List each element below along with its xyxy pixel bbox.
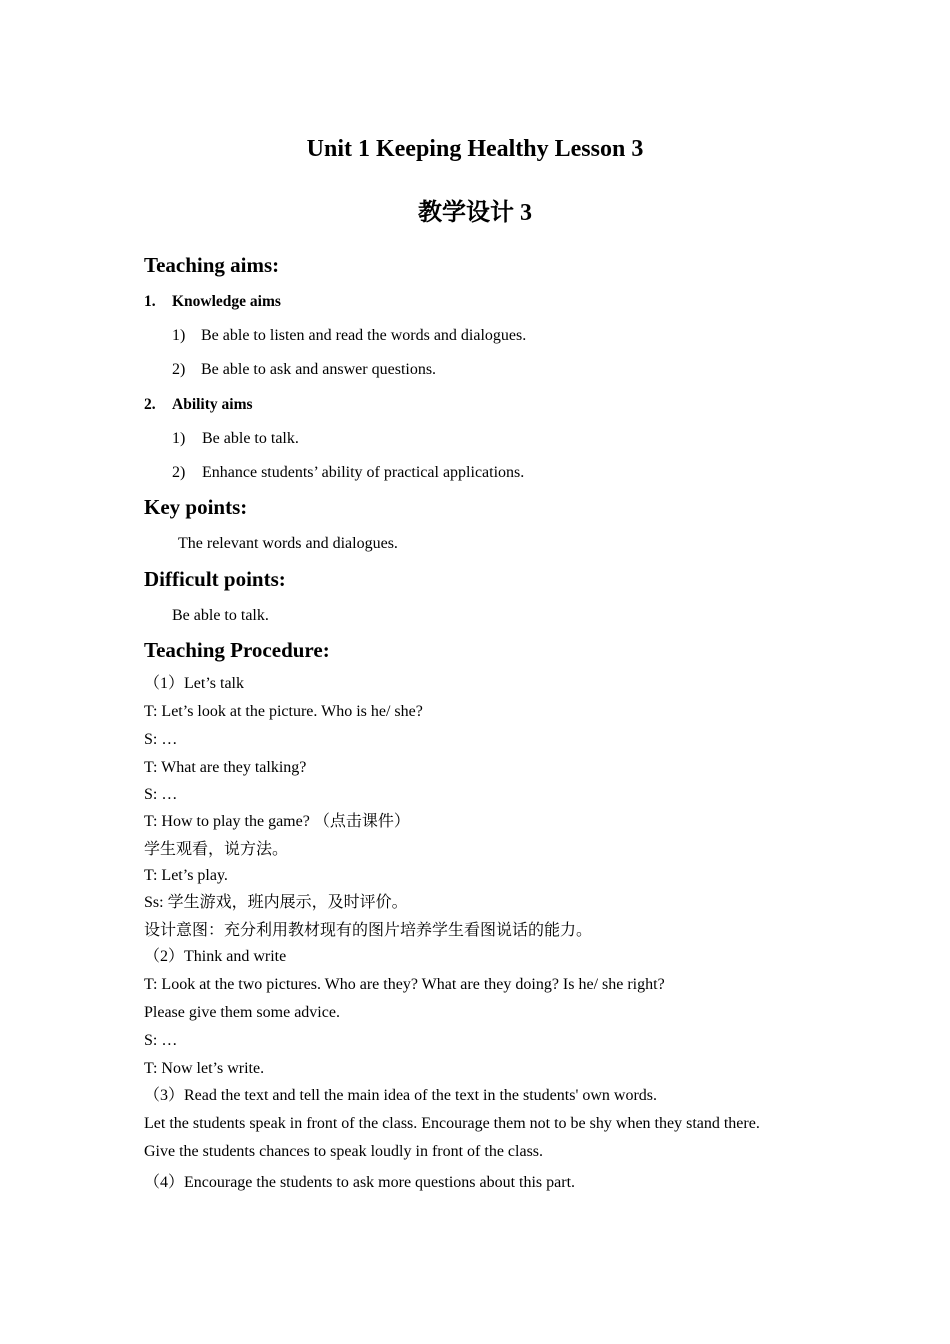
procedure-line: （1）Let’s talk bbox=[144, 675, 244, 692]
procedure-line: 学生观看，说方法。 bbox=[144, 841, 289, 858]
key-points-text: The relevant words and dialogues. bbox=[178, 535, 398, 552]
procedure-line: Please give them some advice. bbox=[144, 1004, 340, 1021]
ability-aims-number: 2. bbox=[144, 396, 156, 413]
procedure-line: S: … bbox=[144, 1032, 178, 1049]
knowledge-aims-number: 1. bbox=[144, 293, 156, 310]
list-item bbox=[172, 360, 436, 380]
list-item bbox=[172, 463, 524, 483]
document-subtitle: 教学设计 3 bbox=[418, 200, 532, 226]
document-title: Unit 1 Keeping Healthy Lesson 3 bbox=[306, 136, 644, 162]
list-item-text: Be able to talk. bbox=[202, 430, 299, 447]
procedure-line: （3）Read the text and tell the main idea of the text in the students' own words. bbox=[144, 1087, 657, 1104]
list-item bbox=[172, 326, 526, 346]
procedure-line: Ss: 学生游戏，班内展示，及时评价。 bbox=[144, 894, 408, 911]
procedure-line: S: … bbox=[144, 786, 178, 803]
knowledge-aims-heading bbox=[144, 292, 281, 312]
list-item-number: 1) bbox=[172, 430, 186, 447]
ability-aims-heading bbox=[144, 395, 253, 415]
procedure-line: T: Now let’s write. bbox=[144, 1060, 265, 1077]
procedure-line: T: Look at the two pictures. Who are they? What are they doing? Is he/ she right? bbox=[144, 976, 665, 993]
list-item-text: Enhance students’ ability of practical applications. bbox=[202, 464, 525, 481]
difficult-points-text: Be able to talk. bbox=[172, 607, 269, 624]
ability-aims-label: Ability aims bbox=[172, 396, 253, 413]
knowledge-aims-label: Knowledge aims bbox=[172, 293, 281, 310]
difficult-points-heading: Difficult points: bbox=[144, 567, 286, 591]
procedure-line: T: How to play the game? （点击课件） bbox=[144, 813, 410, 830]
key-points-heading: Key points: bbox=[144, 495, 248, 519]
procedure-line: （4）Encourage the students to ask more questions about this part. bbox=[144, 1174, 576, 1191]
procedure-line: T: What are they talking? bbox=[144, 759, 307, 776]
procedure-line: Let the students speak in front of the class. Encourage them not to be shy when they stand there. bbox=[144, 1115, 760, 1132]
procedure-line: S: … bbox=[144, 731, 178, 748]
procedure-line: Give the students chances to speak loudly in front of the class. bbox=[144, 1143, 544, 1160]
list-item-text: Be able to ask and answer questions. bbox=[201, 361, 437, 378]
procedure-line: T: Let’s look at the picture. Who is he/ she? bbox=[144, 703, 423, 720]
procedure-line: （2）Think and write bbox=[144, 948, 287, 965]
list-item-text: Be able to listen and read the words and dialogues. bbox=[201, 327, 527, 344]
teaching-aims-heading: Teaching aims: bbox=[144, 253, 280, 277]
list-item-number: 2) bbox=[172, 361, 186, 378]
procedure-line: 设计意图：充分利用教材现有的图片培养学生看图说话的能力。 bbox=[144, 922, 593, 939]
list-item-number: 1) bbox=[172, 327, 186, 344]
teaching-procedure-heading: Teaching Procedure: bbox=[144, 638, 330, 662]
list-item-number: 2) bbox=[172, 464, 186, 481]
list-item bbox=[172, 429, 299, 449]
procedure-line: T: Let’s play. bbox=[144, 867, 228, 884]
